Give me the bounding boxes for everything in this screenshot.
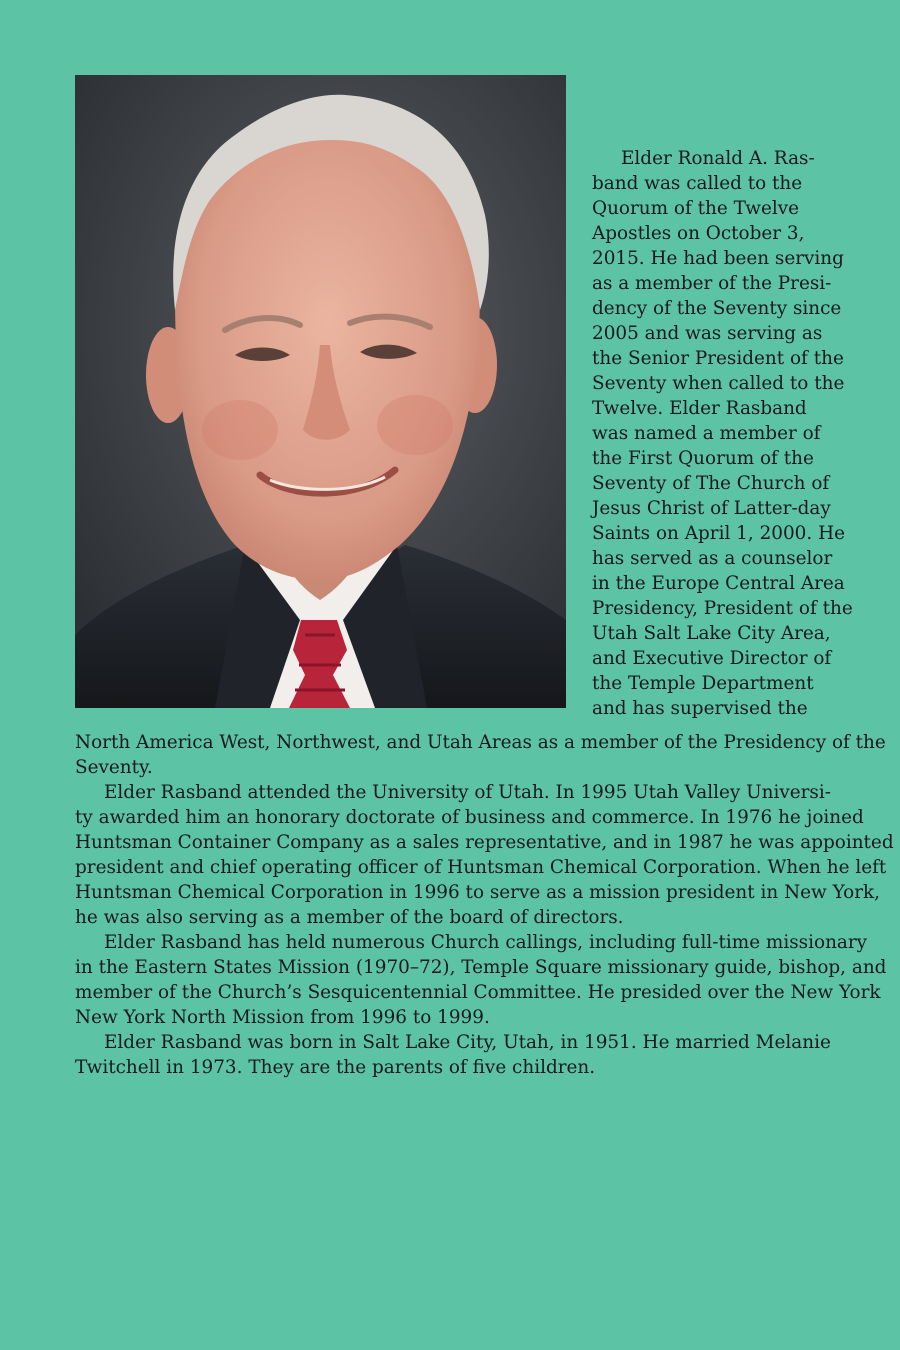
bio-line: was named a member of bbox=[592, 423, 821, 444]
bio-intro-column bbox=[592, 146, 853, 721]
bio-line: Saints on April 1, 2000. He bbox=[592, 523, 845, 544]
bio-line: Huntsman Chemical Corporation in 1996 to serve as a mission president in New York, bbox=[75, 882, 881, 903]
bio-line: New York North Mission from 1996 to 1999. bbox=[75, 1007, 490, 1028]
bio-line: as a member of the Presi- bbox=[592, 273, 832, 294]
bio-line: Presidency, President of the bbox=[592, 598, 853, 619]
bio-line: band was called to the bbox=[592, 173, 803, 194]
bio-line: Huntsman Container Company as a sales representative, and in 1987 he was appointed bbox=[75, 832, 894, 853]
bio-body bbox=[75, 730, 894, 1080]
bio-line: member of the Church’s Sesquicentennial Committee. He presided over the New York bbox=[75, 982, 881, 1003]
bio-line: the Temple Department bbox=[592, 673, 814, 694]
bio-line: Apostles on October 3, bbox=[592, 223, 805, 244]
bio-line: and Executive Director of bbox=[592, 648, 832, 669]
bio-paragraph-start: Elder Rasband attended the University of Utah. In 1995 Utah Valley Universi- bbox=[104, 782, 831, 803]
bio-line: president and chief operating officer of Huntsman Chemical Corporation. When he left bbox=[75, 857, 887, 878]
portrait-illustration bbox=[75, 75, 566, 708]
bio-line: Jesus Christ of Latter-day bbox=[592, 498, 831, 519]
bio-line: 2005 and was serving as bbox=[592, 323, 823, 344]
bio-line: Seventy of The Church of bbox=[592, 473, 830, 494]
bio-paragraph-start: Elder Rasband has held numerous Church callings, including full-time missionary bbox=[104, 932, 868, 953]
bio-line: in the Europe Central Area bbox=[592, 573, 845, 594]
bio-line: North America West, Northwest, and Utah Areas as a member of the Presidency of the bbox=[75, 732, 886, 753]
bio-line: Twitchell in 1973. They are the parents of five children. bbox=[75, 1057, 596, 1078]
bio-line: 2015. He had been serving bbox=[592, 248, 844, 269]
bio-line: Quorum of the Twelve bbox=[592, 198, 799, 219]
bio-line: the Senior President of the bbox=[592, 348, 844, 369]
bio-line: ty awarded him an honorary doctorate of business and commerce. In 1976 he joined bbox=[75, 807, 864, 828]
bio-line: Utah Salt Lake City Area, bbox=[592, 623, 831, 644]
bio-line: in the Eastern States Mission (1970–72), Temple Square missionary guide, bishop, and bbox=[75, 957, 887, 978]
bio-line: and has supervised the bbox=[592, 698, 808, 719]
bio-line: dency of the Seventy since bbox=[592, 298, 842, 319]
bio-line: Seventy when called to the bbox=[592, 373, 845, 394]
bio-line: Twelve. Elder Rasband bbox=[592, 398, 807, 419]
bio-paragraph-start: Elder Rasband was born in Salt Lake City, Utah, in 1951. He married Melanie bbox=[104, 1032, 831, 1053]
bio-line: Elder Ronald A. Ras- bbox=[621, 148, 815, 169]
bio-line: he was also serving as a member of the board of directors. bbox=[75, 907, 624, 928]
bio-line: Seventy. bbox=[75, 757, 153, 778]
bio-line: the First Quorum of the bbox=[592, 448, 814, 469]
bio-line: has served as a counselor bbox=[592, 548, 833, 569]
portrait-photo bbox=[75, 75, 566, 708]
